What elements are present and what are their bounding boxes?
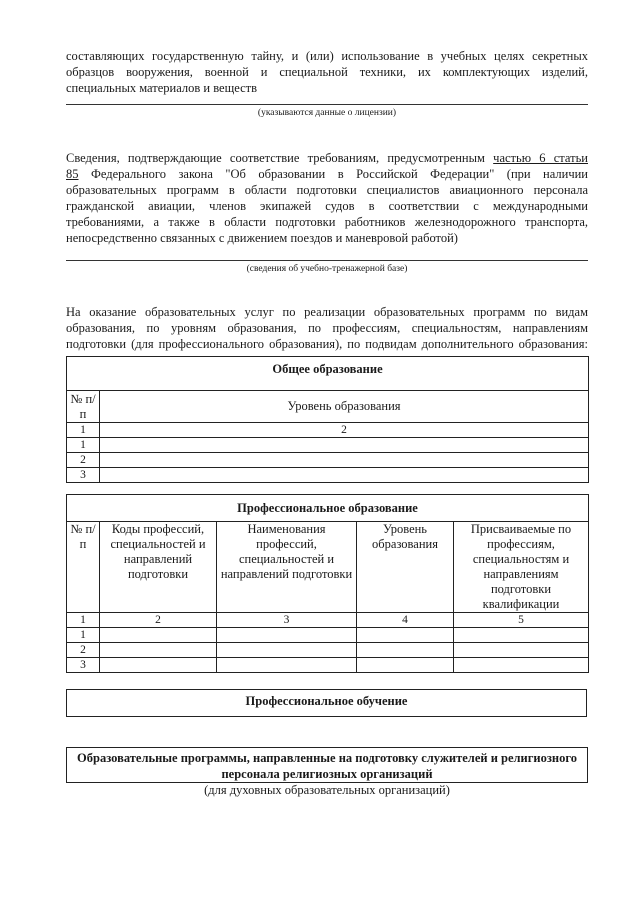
training-base-line-2-text: Федерального закона "Об образовании в Российской Федерации" (при наличии xyxy=(90,167,588,181)
prof-row-cell[interactable] xyxy=(454,643,589,658)
religious-title-line-1: Образовательные программы, направленные на подготовку служителей и религиозного xyxy=(77,751,577,765)
law-article-link[interactable]: частью 6 статьи xyxy=(493,151,588,165)
services-line-3: подготовки (для профессионального образования), по подвидам дополнительного образования: xyxy=(66,337,588,351)
prof-num-cell-4: 4 xyxy=(357,613,454,628)
prof-row-number: 1 xyxy=(67,628,100,643)
training-base-paragraph xyxy=(66,150,588,246)
training-base-line-1 xyxy=(66,150,588,166)
table-row xyxy=(67,643,589,658)
services-line-1: На оказание образовательных услуг по реализации образовательных программ по видам xyxy=(66,305,588,319)
prof-row-cell[interactable] xyxy=(357,658,454,673)
general-num-cell-2: 2 xyxy=(100,423,589,438)
prof-row-number: 3 xyxy=(67,658,100,673)
religious-programs-box xyxy=(66,747,588,783)
license-underline xyxy=(66,104,588,105)
prof-num-cell-2: 2 xyxy=(100,613,217,628)
general-education-table xyxy=(66,356,589,483)
services-paragraph xyxy=(66,304,588,352)
prof-col-codes: Коды профессий, специальностей и направлений подготовки xyxy=(100,522,217,613)
prof-num-cell-5: 5 xyxy=(454,613,589,628)
general-row-number: 1 xyxy=(67,438,100,453)
professional-education-title: Профессиональное образование xyxy=(67,495,589,522)
training-base-line-1-text: Сведения, подтверждающие соответствие требованиям, предусмотренным xyxy=(66,151,485,165)
prof-row-cell[interactable] xyxy=(217,643,357,658)
professional-education-table xyxy=(66,494,589,673)
professional-training-box xyxy=(66,689,587,717)
table-row xyxy=(67,628,589,643)
license-line-3: специальных материалов и веществ xyxy=(66,81,257,95)
training-base-line-3: образовательных программ в области подготовки специалистов авиационного персонала xyxy=(66,183,588,197)
prof-row-cell[interactable] xyxy=(357,643,454,658)
license-line-1: составляющих государственную тайну, и (или) использование в учебных целях секретных xyxy=(66,49,588,63)
professional-training-title: Профессиональное обучение xyxy=(245,694,408,708)
prof-row-cell[interactable] xyxy=(100,628,217,643)
religious-note: (для духовных образовательных организаций) xyxy=(204,783,450,797)
prof-col-number: № п/п xyxy=(67,522,100,613)
training-base-line-6: непосредственно связанных с движением поездов и маневровой работой) xyxy=(66,231,458,245)
prof-row-cell[interactable] xyxy=(357,628,454,643)
prof-row-cell[interactable] xyxy=(100,643,217,658)
general-row-cell[interactable] xyxy=(100,468,589,483)
prof-col-qualifications: Присваиваемые по профессиям, специальностям и направлениям подготовки квалификации xyxy=(454,522,589,613)
services-line-2: образования, по уровням образования, по профессиям, специальностям, направлениям xyxy=(66,321,588,335)
general-num-cell-1: 1 xyxy=(67,423,100,438)
prof-col-level: Уровень образования xyxy=(357,522,454,613)
general-row-number: 3 xyxy=(67,468,100,483)
license-paragraph xyxy=(66,48,588,96)
training-base-line-5: требованиями, а также в области подготовки работников железнодорожного транспорта, xyxy=(66,215,588,229)
general-row-cell[interactable] xyxy=(100,453,589,468)
general-col-level: Уровень образования xyxy=(100,391,589,423)
law-article-number-link[interactable]: 85 xyxy=(66,167,79,181)
prof-col-names: Наименования профессий, специальностей и направлений подготовки xyxy=(217,522,357,613)
general-education-title: Общее образование xyxy=(67,357,589,391)
general-row-number: 2 xyxy=(67,453,100,468)
training-base-line-2 xyxy=(66,166,588,182)
prof-row-cell[interactable] xyxy=(100,658,217,673)
general-col-number: № п/п xyxy=(67,391,100,423)
license-line-2: образцов вооружения, военной и специальной техники, их комплектующих изделий, xyxy=(66,65,588,79)
prof-row-number: 2 xyxy=(67,643,100,658)
training-base-line-4: гражданской авиации, членов экипажей судов в соответствии с международными xyxy=(66,199,588,213)
prof-row-cell[interactable] xyxy=(217,658,357,673)
prof-num-cell-3: 3 xyxy=(217,613,357,628)
table-row xyxy=(67,438,589,453)
prof-num-cell-1: 1 xyxy=(67,613,100,628)
table-row xyxy=(67,658,589,673)
general-row-cell[interactable] xyxy=(100,438,589,453)
training-base-caption: (сведения об учебно-тренажерной базе) xyxy=(246,264,408,274)
training-base-underline xyxy=(66,260,588,261)
table-row xyxy=(67,468,589,483)
prof-row-cell[interactable] xyxy=(454,658,589,673)
table-row xyxy=(67,453,589,468)
prof-row-cell[interactable] xyxy=(454,628,589,643)
prof-row-cell[interactable] xyxy=(217,628,357,643)
religious-title-line-2: персонала религиозных организаций xyxy=(221,767,433,781)
license-caption: (указываются данные о лицензии) xyxy=(257,108,397,118)
